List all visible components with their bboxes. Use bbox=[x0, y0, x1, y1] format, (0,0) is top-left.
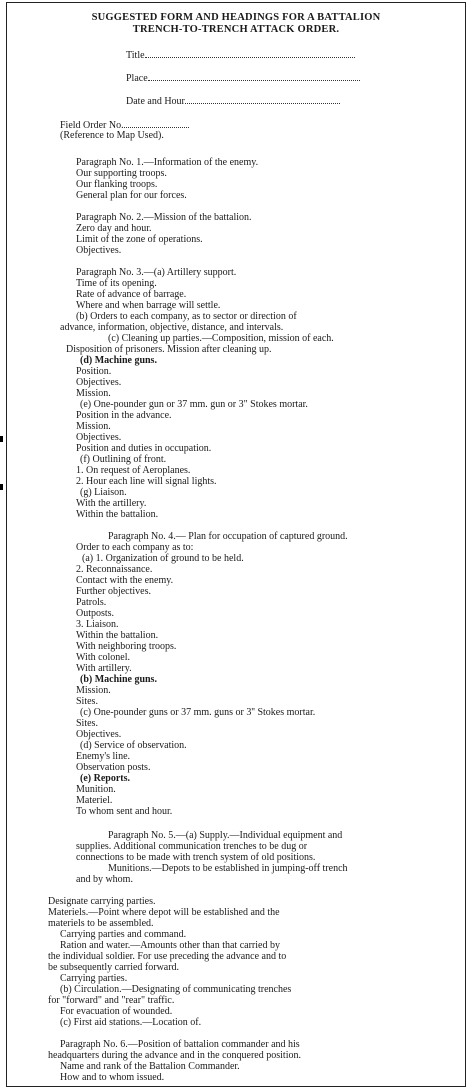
order-line: (c) Cleaning up parties.—Composition, mission of each. bbox=[108, 333, 334, 344]
order-line: With artillery. bbox=[76, 663, 132, 674]
order-line: Munitions.—Depots to be established in jumping-off trench bbox=[108, 863, 348, 874]
title-field bbox=[126, 48, 355, 62]
order-line: Our supporting troops. bbox=[76, 168, 167, 179]
place-field-label: Place bbox=[126, 73, 148, 84]
order-line: Our flanking troops. bbox=[76, 179, 158, 190]
order-line: Sites. bbox=[76, 718, 98, 729]
order-line: for "forward" and "rear" traffic. bbox=[48, 995, 175, 1006]
order-line: the individual soldier. For use preceding the advance and to bbox=[48, 951, 287, 962]
order-line: 2. Hour each line will signal lights. bbox=[76, 476, 217, 487]
order-line: Name and rank of the Battalion Commander. bbox=[60, 1061, 240, 1072]
order-line: Paragraph No. 6.—Position of battalion commander and his bbox=[60, 1039, 300, 1050]
order-line: Position in the advance. bbox=[76, 410, 172, 421]
order-line: Further objectives. bbox=[76, 586, 151, 597]
order-line: For evacuation of wounded. bbox=[60, 1006, 173, 1017]
order-line: Time of its opening. bbox=[76, 278, 157, 289]
order-line: With neighboring troops. bbox=[76, 641, 177, 652]
order-line: How and to whom issued. bbox=[60, 1072, 165, 1083]
order-line: (a) 1. Organization of ground to be held. bbox=[82, 553, 244, 564]
order-line: (e) Reports. bbox=[80, 773, 130, 784]
order-line: (c) One-pounder guns or 37 mm. guns or 3'' Stokes mortar. bbox=[80, 707, 316, 718]
order-line: Where and when barrage will settle. bbox=[76, 300, 221, 311]
order-line: Rate of advance of barrage. bbox=[76, 289, 187, 300]
order-line: (g) Liaison. bbox=[80, 487, 127, 498]
order-line: With colonel. bbox=[76, 652, 131, 663]
document-subtitle: TRENCH-TO-TRENCH ATTACK ORDER. bbox=[132, 24, 340, 35]
order-line: Objectives. bbox=[76, 729, 122, 740]
order-line: supplies. Additional communication trenches to be dug or bbox=[76, 841, 308, 852]
order-line: Designate carrying parties. bbox=[48, 896, 156, 907]
order-line: Limit of the zone of operations. bbox=[76, 234, 203, 245]
order-line: 3. Liaison. bbox=[76, 619, 119, 630]
field-order-label: Field Order No. bbox=[60, 120, 124, 131]
order-line: Carrying parties. bbox=[60, 973, 128, 984]
order-line: Within the battalion. bbox=[76, 630, 159, 641]
order-line: Position. bbox=[76, 366, 112, 377]
order-line: Objectives. bbox=[76, 432, 122, 443]
order-line: To whom sent and hour. bbox=[76, 806, 173, 817]
order-line: 1. On request of Aeroplanes. bbox=[76, 465, 191, 476]
order-line: Paragraph No. 3.—(a) Artillery support. bbox=[76, 267, 237, 278]
order-line: Enemy's line. bbox=[76, 751, 131, 762]
order-line: Mission. bbox=[76, 685, 111, 696]
order-line: (e) One-pounder gun or 37 mm. gun or 3" Stokes mortar. bbox=[80, 399, 308, 410]
order-line: Paragraph No. 5.—(a) Supply.—Individual equipment and bbox=[108, 830, 343, 841]
order-line: Munition. bbox=[76, 784, 116, 795]
order-line: (d) Machine guns. bbox=[80, 355, 157, 366]
order-line: Ration and water.—Amounts other than that carried by bbox=[60, 940, 280, 951]
order-line: (f) Outlining of front. bbox=[80, 454, 167, 465]
order-line: Materiels.—Point where depot will be established and the bbox=[48, 907, 280, 918]
order-line: materiels to be assembled. bbox=[48, 918, 154, 929]
order-line: General plan for our forces. bbox=[76, 190, 187, 201]
date-hour-field bbox=[126, 94, 340, 108]
order-line: (c) First aid stations.—Location of. bbox=[60, 1017, 202, 1028]
map-reference: (Reference to Map Used). bbox=[60, 130, 164, 141]
order-line: Carrying parties and command. bbox=[60, 929, 187, 940]
order-line: Paragraph No. 2.—Mission of the battalion. bbox=[76, 212, 252, 223]
document-title: SUGGESTED FORM AND HEADINGS FOR A BATTALION bbox=[91, 12, 381, 23]
order-line: 2. Reconnaissance. bbox=[76, 564, 153, 575]
order-line: headquarters during the advance and in the conquered position. bbox=[48, 1050, 301, 1061]
order-line: With the artillery. bbox=[76, 498, 147, 509]
order-line: Within the battalion. bbox=[76, 509, 159, 520]
order-line: connections to be made with trench system of old positions. bbox=[76, 852, 316, 863]
order-line: Materiel. bbox=[76, 795, 113, 806]
order-line: Position and duties in occupation. bbox=[76, 443, 212, 454]
order-line: Sites. bbox=[76, 696, 98, 707]
order-line: Paragraph No. 4.— Plan for occupation of captured ground. bbox=[108, 531, 348, 542]
margin-mark bbox=[0, 484, 3, 490]
title-field-label: Title bbox=[126, 50, 145, 61]
order-line: (b) Orders to each company, as to sector or direction of bbox=[76, 311, 297, 322]
order-line: Patrols. bbox=[76, 597, 107, 608]
order-line: Paragraph No. 1.—Information of the enemy. bbox=[76, 157, 259, 168]
order-line: (b) Machine guns. bbox=[80, 674, 157, 685]
order-line: Contact with the enemy. bbox=[76, 575, 174, 586]
date-hour-field-label: Date and Hour bbox=[126, 96, 185, 107]
order-line: advance, information, objective, distance, and intervals. bbox=[60, 322, 284, 333]
order-line: Observation posts. bbox=[76, 762, 151, 773]
order-line: Zero day and hour. bbox=[76, 223, 152, 234]
margin-mark bbox=[0, 436, 3, 442]
order-line: Mission. bbox=[76, 388, 111, 399]
order-line: Objectives. bbox=[76, 377, 122, 388]
order-line: be subsequently carried forward. bbox=[48, 962, 180, 973]
order-line: Objectives. bbox=[76, 245, 122, 256]
order-line: Order to each company as to: bbox=[76, 542, 194, 553]
order-line: Mission. bbox=[76, 421, 111, 432]
order-line: (d) Service of observation. bbox=[80, 740, 187, 751]
order-line: (b) Circulation.—Designating of communicating trenches bbox=[60, 984, 292, 995]
order-line: Disposition of prisoners. Mission after cleaning up. bbox=[66, 344, 272, 355]
place-field bbox=[126, 71, 360, 85]
order-line: and by whom. bbox=[76, 874, 133, 885]
order-line: Outposts. bbox=[76, 608, 115, 619]
